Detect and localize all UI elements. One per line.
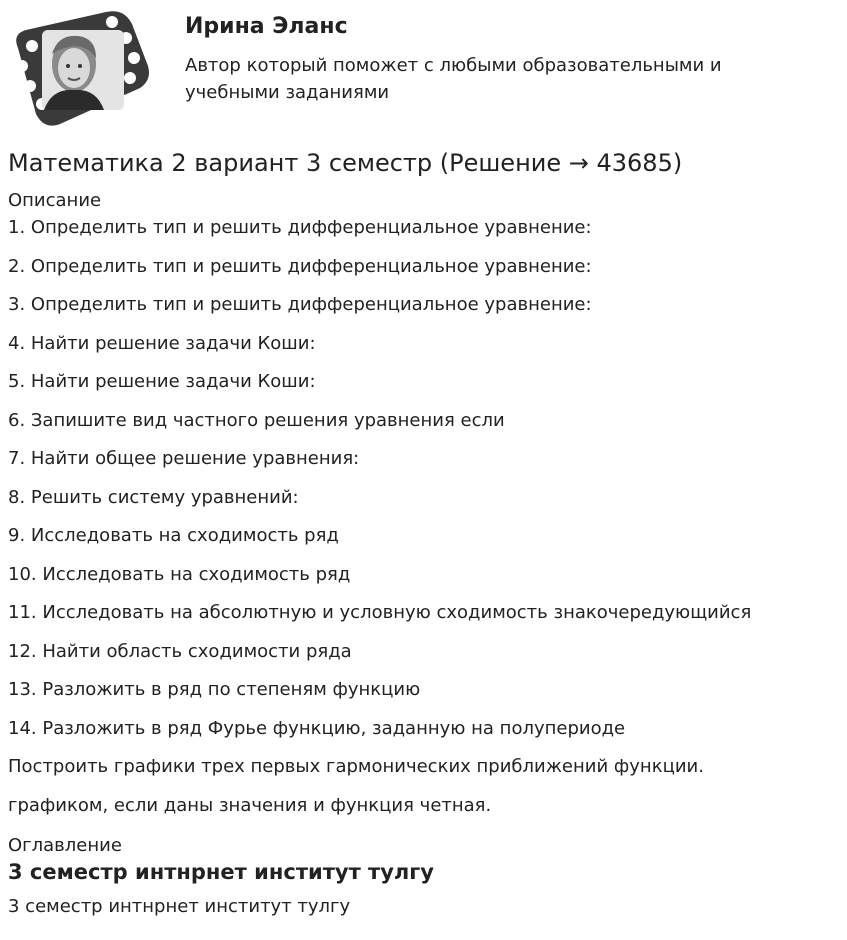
- toc-item[interactable]: 3 семестр интнрнет институт тулгу: [8, 896, 351, 917]
- description-item: 8. Решить систему уравнений:: [8, 486, 299, 508]
- page-title: Математика 2 вариант 3 семестр (Решение → 43685): [8, 149, 683, 177]
- author-name[interactable]: Ирина Эланс: [185, 14, 348, 39]
- description-item: Построить графики трех первых гармонических приближений функции.: [8, 756, 704, 777]
- description-item: 10. Исследовать на сходимость ряд: [8, 563, 351, 585]
- description-item: 5. Найти решение задачи Коши:: [8, 371, 316, 392]
- description-list: [8, 216, 838, 832]
- description-item: 9. Исследовать на сходимость ряд: [8, 525, 339, 546]
- description-item: 11. Исследовать на абсолютную и условную сходимость знакочередующийся: [8, 602, 752, 623]
- description-item: графиком, если даны значения и функция четная.: [8, 794, 492, 816]
- description-item: 12. Найти область сходимости ряда: [8, 640, 352, 662]
- description-item: 7. Найти общее решение уравнения:: [8, 448, 360, 469]
- description-label: Описание: [8, 190, 102, 211]
- description-item: 3. Определить тип и решить дифференциальное уравнение:: [8, 294, 592, 315]
- toc-heading: 3 семестр интнрнет институт тулгу: [8, 860, 434, 884]
- toc-label: Оглавление: [8, 835, 122, 856]
- author-photo: [42, 30, 124, 110]
- description-item: 4. Найти решение задачи Коши:: [8, 332, 316, 354]
- description-item: 6. Запишите вид частного решения уравнения если: [8, 409, 505, 431]
- description-item: 14. Разложить в ряд Фурье функцию, заданную на полупериоде: [8, 717, 626, 739]
- author-description: Автор который поможет с любыми образовательными и учебными заданиями: [185, 55, 722, 103]
- description-item: 2. Определить тип и решить дифференциальное уравнение:: [8, 255, 592, 277]
- author-card: [8, 8, 838, 130]
- description-item: 1. Определить тип и решить дифференциальное уравнение:: [8, 217, 592, 238]
- description-item: 13. Разложить в ряд по степеням функцию: [8, 679, 421, 700]
- author-avatar: [8, 8, 150, 128]
